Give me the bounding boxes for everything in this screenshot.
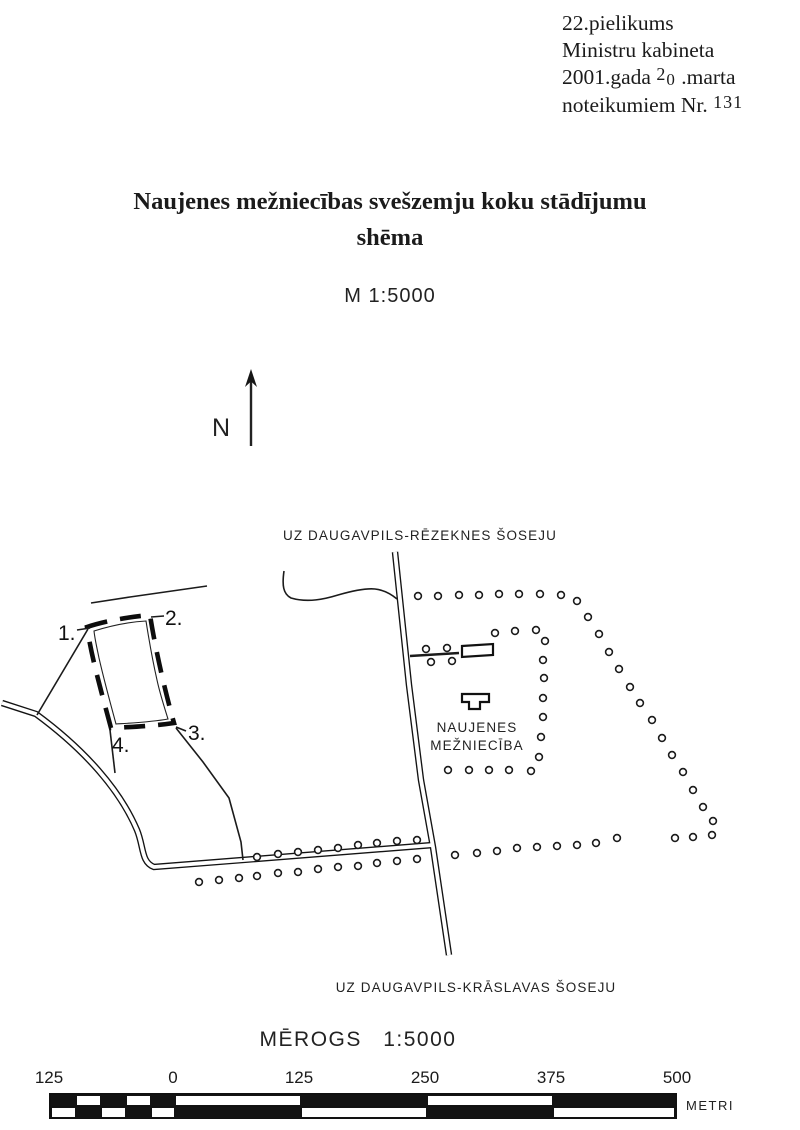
scalebar-cell (101, 1095, 126, 1106)
header-line-1: 22.pielikums (562, 11, 674, 35)
header-line-3-prefix: 2001.gada (562, 65, 657, 89)
scalebar-cell (553, 1107, 675, 1118)
forestry-label-line2: MEŽNIECĪBA (430, 738, 524, 753)
header-line-4-prefix: noteikumiem Nr. (562, 93, 714, 117)
north-boundary-line (91, 586, 207, 603)
header-day-digit: 2 (656, 64, 667, 84)
tree-row-east-diagonal (574, 598, 717, 839)
scalebar-cell (553, 1095, 675, 1106)
forestry-label-line1: NAUJENES (436, 720, 518, 735)
scalebar-tick-125: 125 (284, 1068, 314, 1087)
scalebar-cell (175, 1095, 301, 1106)
header-line-4 (562, 92, 743, 120)
header-day-digit-2: 0 (666, 70, 676, 89)
plot-label-4: 4. (112, 734, 130, 757)
plot-leader-2 (151, 616, 164, 617)
scalebar (49, 1093, 677, 1119)
scalebar-cell (126, 1095, 151, 1106)
southeast-boundary-line (176, 728, 243, 860)
plot-label-1: 1. (58, 622, 76, 645)
header-regulation-number: 131 (713, 92, 744, 112)
header-line-3 (562, 64, 743, 92)
regulation-reference (562, 10, 743, 120)
scale-note: M 1:5000 (344, 285, 436, 307)
scalebar-cell (51, 1107, 76, 1118)
site-map (0, 515, 800, 995)
title-line-2: shēma (356, 224, 424, 251)
tree-row-south-east (452, 834, 697, 859)
buildings (462, 644, 493, 709)
plot-boundary-dashed (87, 615, 174, 728)
scalebar-cell (175, 1107, 301, 1118)
scalebar-row-bottom (51, 1107, 675, 1118)
scalebar-tick-125-left: 125 (34, 1068, 64, 1087)
scalebar-row-top (51, 1095, 675, 1107)
document-title (0, 184, 780, 256)
side-road (410, 653, 459, 656)
boundary-lines (37, 571, 459, 860)
scalebar-cell (427, 1107, 553, 1118)
main-road-core (395, 552, 449, 955)
plot-label-3: 3. (188, 722, 206, 745)
north-arrow-icon (240, 368, 262, 448)
scalebar-cell (301, 1107, 427, 1118)
road-label-north: UZ DAUGAVPILS-RĒZEKNES ŠOSEJU (283, 528, 557, 543)
building-rect (462, 644, 493, 657)
scalebar-cell (76, 1095, 101, 1106)
west-road-core (2, 703, 433, 867)
scalebar-title: MĒROGS 1:5000 (259, 1028, 457, 1051)
scalebar-tick-250: 250 (410, 1068, 440, 1087)
scalebar-cell (126, 1107, 151, 1118)
plantation-plot (58, 607, 206, 757)
west-road (2, 703, 433, 867)
scalebar-tick-375: 375 (536, 1068, 566, 1087)
scalebar-cell (301, 1095, 427, 1106)
scalebar-cell (51, 1095, 76, 1106)
scalebar-cell (427, 1095, 553, 1106)
scalebar-tick-500: 500 (662, 1068, 692, 1087)
scalebar-tick-0: 0 (168, 1068, 178, 1087)
scalebar-cell (151, 1107, 175, 1118)
scalebar-cell (76, 1107, 101, 1118)
building-t-shape (462, 694, 489, 709)
header-line-3-suffix: .marta (675, 65, 736, 89)
plot-label-2: 2. (165, 607, 183, 630)
scalebar-cell (101, 1107, 126, 1118)
header-line-2: Ministru kabineta (562, 38, 715, 62)
stream-line (283, 571, 397, 600)
title-line-1: Naujenes mežniecības svešzemju koku stādījumu (133, 188, 647, 215)
scalebar-unit: METRI (686, 1098, 734, 1113)
road-label-south: UZ DAUGAVPILS-KRĀSLAVAS ŠOSEJU (335, 980, 617, 995)
north-indicator (212, 368, 282, 452)
north-label: N (212, 414, 231, 442)
scalebar-cell (151, 1095, 175, 1106)
roads (2, 552, 449, 955)
tree-row-north (415, 591, 565, 600)
